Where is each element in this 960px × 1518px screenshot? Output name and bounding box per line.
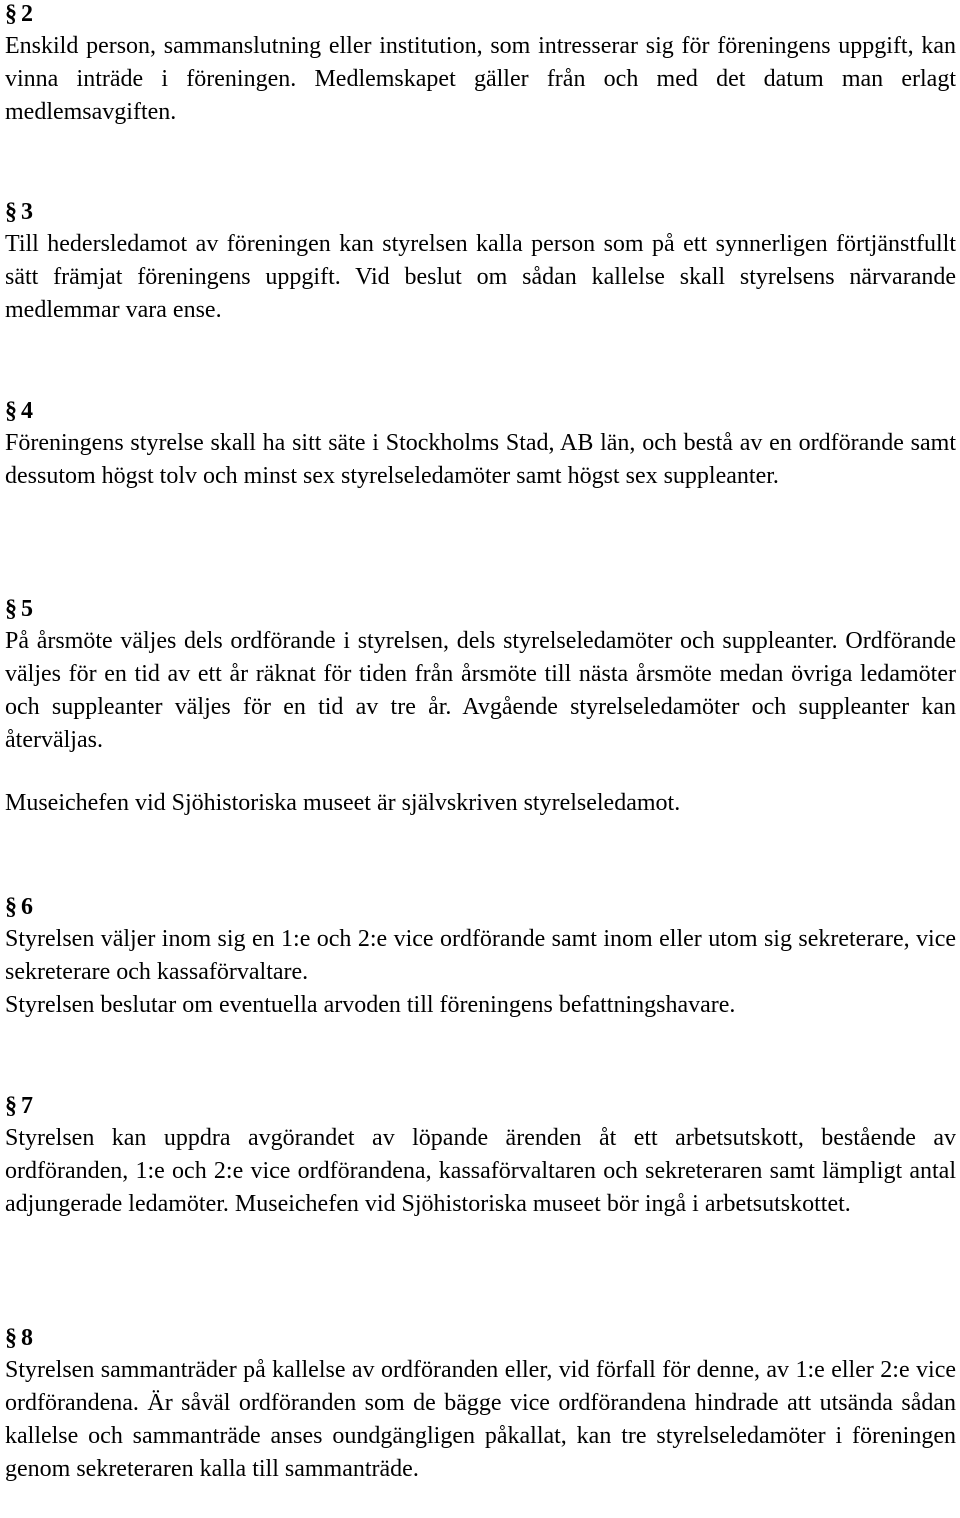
section-number: 3 [21,199,33,225]
section-paragraph: Styrelsen kan uppdra avgörandet av löpande ärenden åt ett arbetsutskott, bestående av ordföranden, 1:e och 2:e vice ordförandena, kassaförvaltaren och sekreteraren samt lämpligt antal adjungerade ledamöter. Museichefen vid Sjöhistoriska museet bör ingå i arbetsutskottet. [5,1125,956,1217]
section-paragraph: Till hedersledamot av föreningen kan styrelsen kalla person som på ett synnerligen förtjänstfullt sätt främjat föreningens uppgift. Vid beslut om sådan kallelse skall styrelsens närvarande medlemmar vara ense. [5,231,956,323]
section-paragraph: Enskild person, sammanslutning eller institution, som intresserar sig för föreningens uppgift, kan vinna inträde i föreningen. Medlemskapet gäller från och med det datum man erlagt medlemsavgiften. [5,33,956,125]
section-heading [5,198,956,228]
section-5 [5,595,956,820]
section-symbol: § [5,398,17,424]
section-symbol: § [5,199,17,225]
section-symbol: § [5,1093,17,1119]
section-number: 8 [21,1325,33,1351]
section-heading [5,397,956,427]
section-number: 2 [21,1,33,27]
section-number: 5 [21,596,33,622]
section-heading [5,1092,956,1122]
section-6 [5,893,956,1022]
section-2 [5,0,956,129]
section-heading [5,0,956,30]
section-paragraph: Styrelsen sammanträder på kallelse av ordföranden eller, vid förfall för denne, av 1:e eller 2:e vice ordförandena. Är såväl ordföranden som de bägge vice ordförandena hindrade att utsända sådan kallelse och sammanträde anses oundgängligen påkallat, kan tre styrelseledamöter i föreningen genom sekreteraren kalla till sammanträde. [5,1357,956,1482]
section-paragraph: Styrelsen väljer inom sig en 1:e och 2:e vice ordförande samt inom eller utom sig sekreterare, vice sekreterare och kassaförvaltare. [5,926,956,985]
section-7 [5,1092,956,1221]
section-number: 7 [21,1093,33,1119]
section-number: 4 [21,398,33,424]
section-symbol: § [5,1,17,27]
section-heading [5,1324,956,1354]
section-symbol: § [5,1325,17,1351]
section-4 [5,397,956,493]
section-symbol: § [5,596,17,622]
section-3 [5,198,956,327]
section-paragraph: På årsmöte väljes dels ordförande i styrelsen, dels styrelseledamöter och suppleanter. Ordförande väljes för en tid av ett år räknat för tiden från årsmöte till nästa årsmöte medan övriga ledamöter och suppleanter väljes för en tid av tre år. Avgående styrelseledamöter och suppleanter kan återväljas. [5,628,956,753]
section-paragraph: Styrelsen beslutar om eventuella arvoden till föreningens befattningshavare. [5,992,736,1018]
section-paragraph: Föreningens styrelse skall ha sitt säte i Stockholms Stad, AB län, och bestå av en ordförande samt dessutom högst tolv och minst sex styrelseledamöter samt högst sex suppleanter. [5,430,956,489]
section-symbol: § [5,894,17,920]
section-heading [5,893,956,923]
section-number: 6 [21,894,33,920]
section-paragraph: Museichefen vid Sjöhistoriska museet är självskriven styrelseledamot. [5,790,681,816]
section-heading [5,595,956,625]
section-8 [5,1324,956,1486]
